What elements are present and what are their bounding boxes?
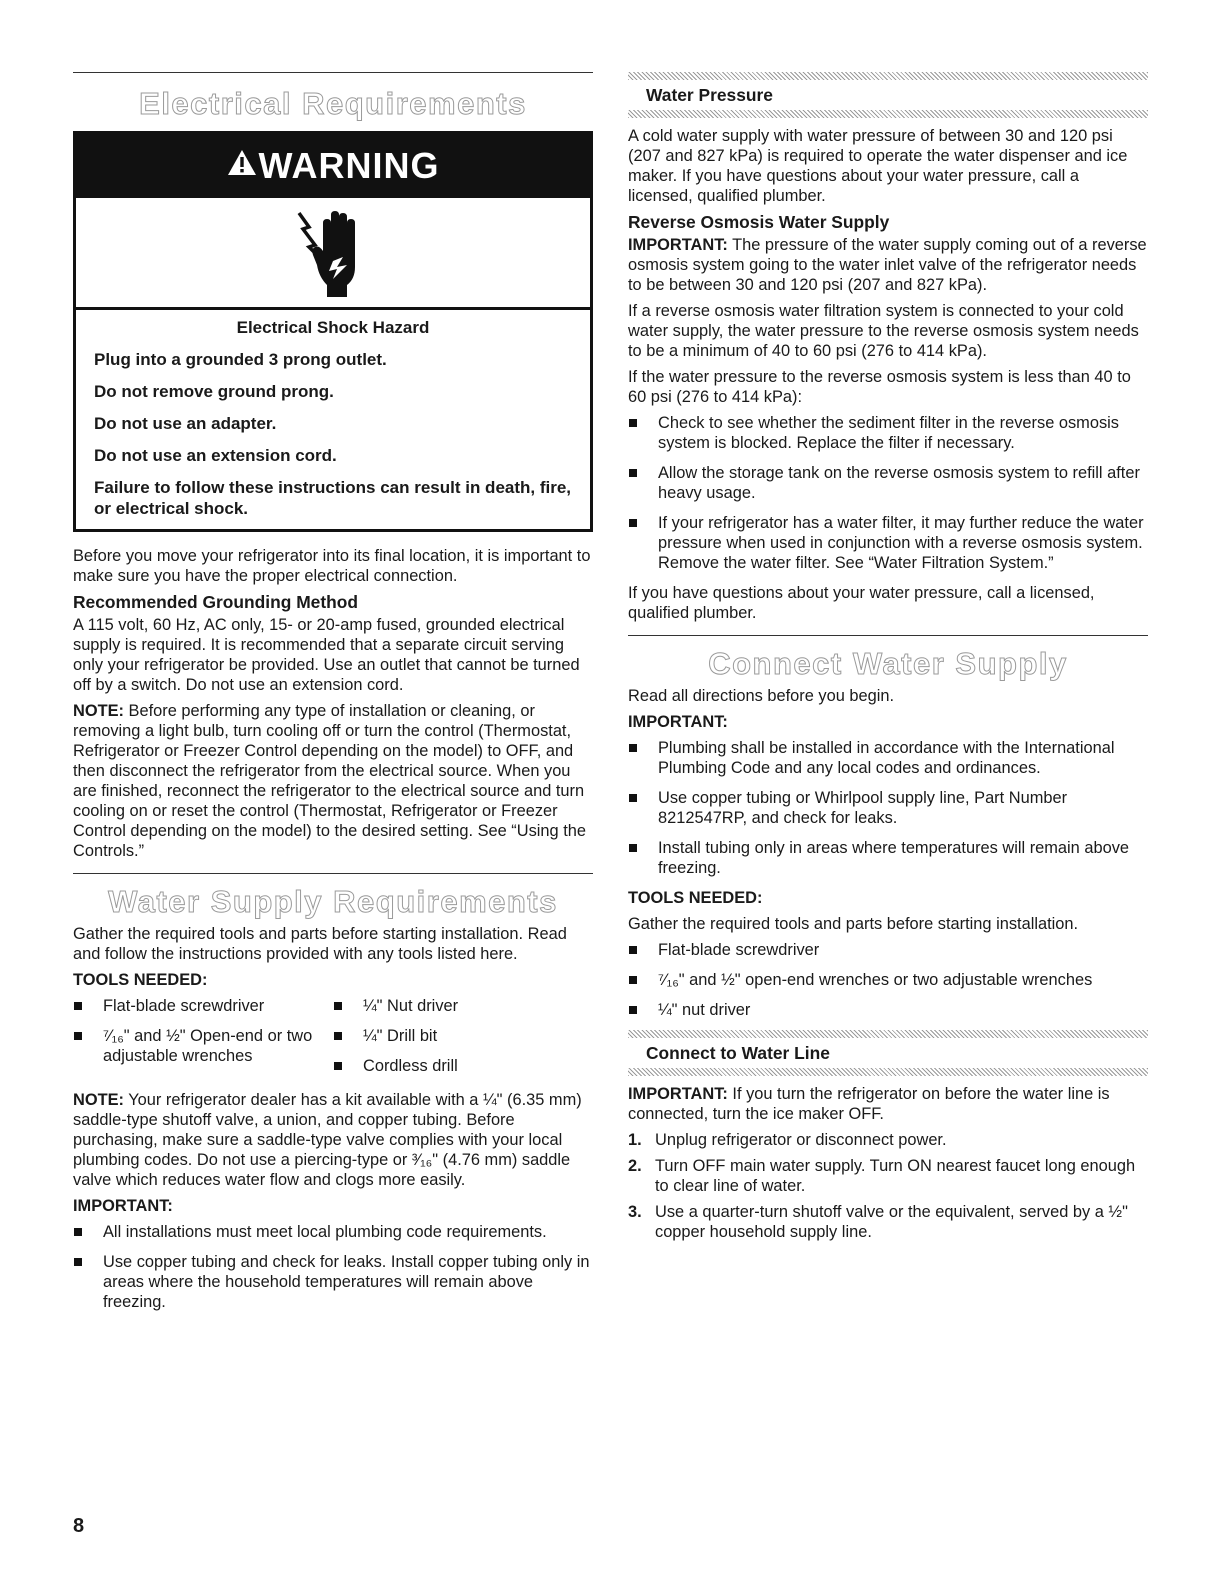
step-item [628, 1156, 1148, 1196]
list-item: ¼" nut driver [628, 1000, 1148, 1020]
important-label: IMPORTANT: [628, 713, 728, 731]
warning-heading: WARNING [258, 145, 440, 186]
steps-list [628, 1130, 1148, 1242]
important-label: IMPORTANT: [628, 236, 728, 254]
note-text: Before performing any type of installation or cleaning, or removing a light bulb, turn cooling off or turn the control (Thermostat, Refrigerator or Freezer Control depending on the model) to OFF, and then disconnect the refrigerator from the electrical source. When you are finished, reconnect the refrigerator to the electrical source and turn cooling on or reset the control (Thermostat, Refrigerator or Freezer Control depending on the model) to the desired setting. See “Using the Controls.” [73, 702, 586, 860]
grounding-heading: Recommended Grounding Method [73, 592, 359, 612]
electrical-requirements-title: Electrical Requirements [139, 86, 527, 121]
tools-list [73, 996, 593, 1090]
list-item: If your refrigerator has a water filter, it may further reduce the water pressure when used in conjunction with a reverse osmosis system. Remove the water filter. See “Water Filtration System.” [628, 513, 1148, 573]
warning-line: Do not use an adapter. [94, 414, 277, 433]
page-number: 8 [73, 1515, 85, 1537]
note-label: NOTE: [73, 702, 124, 720]
cws-tools-intro: Gather the required tools and parts before starting installation. [628, 915, 1079, 933]
list-item: Flat-blade screwdriver [73, 996, 333, 1016]
shock-hazard-icon-area [76, 198, 590, 310]
water-supply-intro: Gather the required tools and parts before starting installation. Read and follow the instructions provided with any tools listed here. [73, 925, 567, 963]
list-item: Flat-blade screwdriver [628, 940, 1148, 960]
list-item: Check to see whether the sediment filter in the reverse osmosis system is blocked. Replace the filter if necessary. [628, 413, 1148, 453]
water-pressure-heading: Water Pressure [646, 85, 773, 105]
step-text: Use a quarter-turn shutoff valve or the equivalent, served by a ½" copper household supply line. [655, 1203, 1128, 1241]
section-rule [628, 635, 1148, 636]
warning-box [73, 131, 593, 532]
electrical-intro: Before you move your refrigerator into its final location, it is important to make sure you have the proper electrical connection. [73, 547, 591, 585]
step-text: Unplug refrigerator or disconnect power. [655, 1131, 947, 1149]
grounding-text: A 115 volt, 60 Hz, AC only, 15- or 20-amp fused, grounded electrical supply is required. It is recommended that a separate circuit serving only your refrigerator be provided. Use an outlet that cannot be turned off by a switch. Do not use an extension cord. [73, 616, 580, 694]
reverse-osmosis-heading: Reverse Osmosis Water Supply [628, 212, 890, 232]
tools-needed-label: TOOLS NEEDED: [73, 971, 208, 989]
list-item: ¼" Drill bit [333, 1026, 593, 1046]
line-important [628, 1084, 1148, 1124]
list-item: Install tubing only in areas where temperatures will remain above freezing. [628, 838, 1148, 878]
section-rule [73, 873, 593, 874]
important-text: If you turn the refrigerator on before the water line is connected, turn the ice maker OFF. [628, 1085, 1110, 1123]
tools-column-1 [73, 996, 333, 1086]
step-item [628, 1130, 1148, 1150]
warning-line: Failure to follow these instructions can result in death, fire, or electrical shock. [94, 478, 572, 518]
right-column [628, 72, 1148, 1248]
tools-column-2 [333, 996, 593, 1086]
section-rule [73, 72, 593, 73]
important-text: The pressure of the water supply coming out of a reverse osmosis system going to the water inlet valve of the refrigerator needs to be between 30 and 120 psi (207 and 827 kPa). [628, 236, 1147, 294]
note-label: NOTE: [73, 1091, 124, 1109]
list-item: ⁷⁄₁₆" and ½" Open-end or two adjustable wrenches [73, 1026, 333, 1066]
hazard-title: Electrical Shock Hazard [236, 318, 430, 337]
important-label: IMPORTANT: [73, 1197, 173, 1215]
ro-closing: If you have questions about your water pressure, call a licensed, qualified plumber. [628, 584, 1095, 622]
hatched-band [628, 72, 1148, 80]
hatched-band [628, 1030, 1148, 1038]
important-list [73, 1222, 593, 1312]
electrical-note [73, 701, 593, 861]
list-item: ¼" Nut driver [333, 996, 593, 1016]
tools-needed-label: TOOLS NEEDED: [628, 889, 763, 907]
step-number: 3. [628, 1203, 642, 1221]
list-item: Use copper tubing and check for leaks. Install copper tubing only in areas where the household temperatures will remain above freezing. [73, 1252, 593, 1312]
cws-intro: Read all directions before you begin. [628, 687, 895, 705]
electric-shock-hand-icon [293, 205, 373, 301]
hatched-band [628, 110, 1148, 118]
list-item: Cordless drill [333, 1056, 593, 1076]
step-item [628, 1202, 1148, 1242]
warning-line: Do not remove ground prong. [94, 382, 334, 401]
ro-important [628, 235, 1148, 295]
cws-tools-list [628, 940, 1148, 1020]
ro-paragraph: If a reverse osmosis water filtration system is connected to your cold water supply, the water pressure to the reverse osmosis system needs to be a minimum of 40 to 60 psi (276 to 414 kPa). [628, 302, 1139, 360]
warning-header [76, 134, 590, 198]
list-item: All installations must meet local plumbing code requirements. [73, 1222, 593, 1242]
ro-list [628, 413, 1148, 573]
list-item: Allow the storage tank on the reverse osmosis system to refill after heavy usage. [628, 463, 1148, 503]
step-number: 2. [628, 1157, 642, 1175]
step-number: 1. [628, 1131, 642, 1149]
water-pressure-text: A cold water supply with water pressure of between 30 and 120 psi (207 and 827 kPa) is required to operate the water dispenser and ice maker. If you have questions about your water pressure, call a licensed, qualified plumber. [628, 127, 1128, 205]
important-label: IMPORTANT: [628, 1085, 728, 1103]
hatched-band [628, 1068, 1148, 1076]
warning-line: Plug into a grounded 3 prong outlet. [94, 350, 387, 369]
kit-note [73, 1090, 593, 1190]
cws-important-list [628, 738, 1148, 878]
list-item: Plumbing shall be installed in accordance with the International Plumbing Code and any local codes and ordinances. [628, 738, 1148, 778]
step-text: Turn OFF main water supply. Turn ON nearest faucet long enough to clear line of water. [655, 1157, 1136, 1195]
left-column [73, 72, 593, 1322]
list-item: ⁷⁄₁₆" and ½" open-end wrenches or two adjustable wrenches [628, 970, 1148, 990]
warning-body [76, 310, 590, 529]
ro-paragraph: If the water pressure to the reverse osmosis system is less than 40 to 60 psi (276 to 414 kPa): [628, 368, 1131, 406]
note-text: Your refrigerator dealer has a kit available with a ¼" (6.35 mm) saddle-type shutoff valve, a union, and copper tubing. Before purchasing, make sure a saddle-type valve complies with your local plumbing codes. Do not use a piercing-type or ³⁄₁₆" (4.76 mm) saddle valve which reduces water flow and clogs more easily. [73, 1091, 582, 1189]
connect-water-line-heading: Connect to Water Line [646, 1043, 830, 1063]
warning-triangle-icon [227, 132, 257, 196]
connect-water-supply-title: Connect Water Supply [708, 646, 1068, 681]
list-item: Use copper tubing or Whirlpool supply line, Part Number 8212547RP, and check for leaks. [628, 788, 1148, 828]
water-supply-requirements-title: Water Supply Requirements [108, 884, 558, 919]
warning-line: Do not use an extension cord. [94, 446, 337, 465]
